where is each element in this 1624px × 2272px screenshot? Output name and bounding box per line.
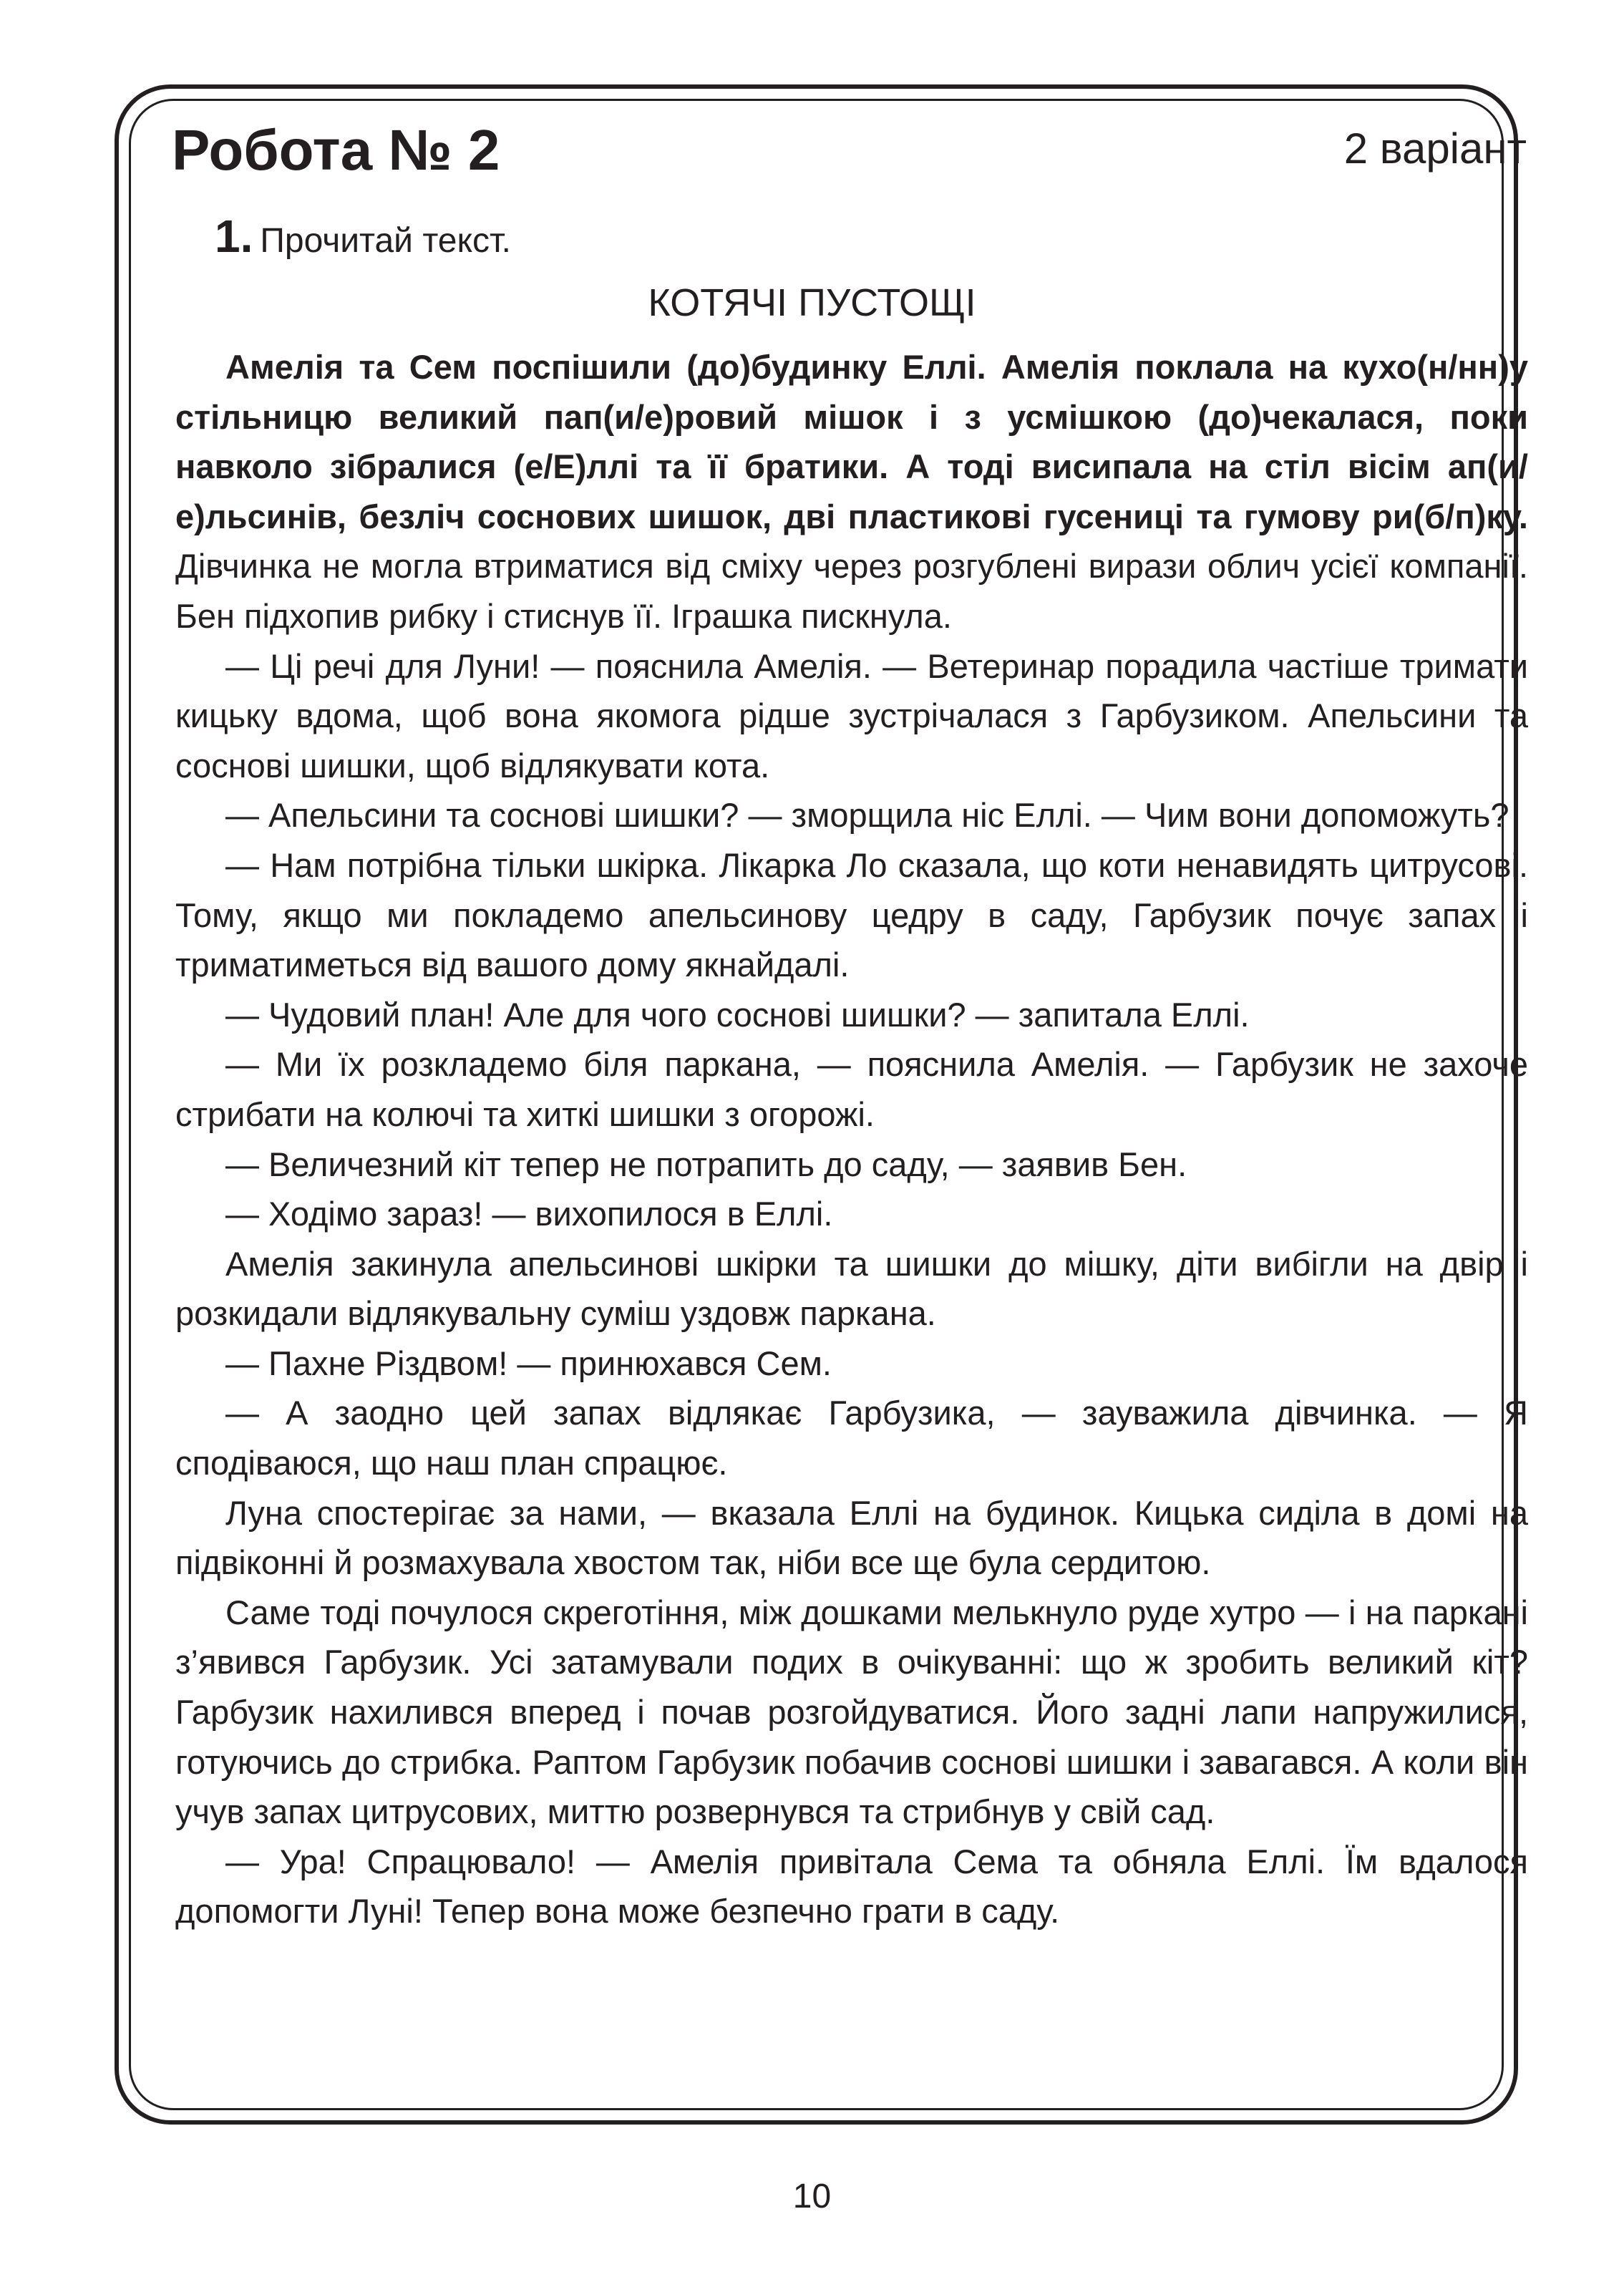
work-title: Робота № 2 [172, 118, 500, 182]
story-intro-rest: Дівчинка не могла втриматися від сміху через розгублені вирази облич усієї компанії. Бен підхопив рибку і стиснув її. Іграшка пискнула. [175, 547, 1528, 635]
story-paragraph: — А заодно цей запах відлякає Гарбузика, — зауважила дівчинка. — Я сподіваюся, що наш план спрацює. [175, 1394, 1528, 1482]
variant-label: 2 варіант [1343, 125, 1527, 173]
story-paragraph: — Ходімо зараз! — вихопилося в Еллі. [225, 1195, 833, 1233]
story-paragraph: — Ми їх розкладемо біля паркана, — пояснила Амелія. — Гарбузик не захоче стрибати на колючі та хиткі шишки з огорожі. [175, 1045, 1528, 1133]
task-heading [215, 210, 511, 262]
story-paragraph: — Чудовий план! Але для чого соснові шишки? — запитала Еллі. [225, 995, 1250, 1034]
story-paragraph: Луна спостерігає за нами, — вказала Еллі на будинок. Кицька сиділа в домі на підвіконні й розмахувала хвостом так, ніби все ще була сердитою. [175, 1493, 1528, 1582]
story-paragraph: — Величезний кіт тепер не потрапить до саду, — заявив Бен. [225, 1145, 1187, 1183]
story-paragraph: — Пахне Різдвом! — принюхався Сем. [225, 1344, 832, 1382]
task-instruction: Прочитай текст. [260, 222, 511, 260]
task-number: 1. [215, 210, 253, 262]
story-paragraph: — Апельсини та соснові шишки? — зморщила ніс Еллі. — Чим вони допоможуть? [225, 796, 1509, 835]
story-paragraph: — Нам потрібна тільки шкірка. Лікарка Ло сказала, що коти ненавидять цитрусові. Тому, якщо ми покладемо апельсинову цедру в саду, Гарбузик почує запах і триматиметься від вашого дому якнайдалі. [175, 845, 1528, 984]
story-text [175, 342, 1528, 1936]
story-paragraph: Саме тоді почулося скреготіння, між дошками мелькнуло руде хутро — і на паркані з’явився Гарбузик. Усі затамували подих в очікуванні: що ж зробить великий кіт? Гарбузик нахилився вперед і почав розгойдуватися. Його задні лапи напружилися, готуючись до стрибка. Раптом Гарбузик побачив соснові шишки і завагався. А коли він учув запах цитрусових, миттю розвернувся та стрибнув у свій сад. [175, 1593, 1528, 1831]
story-intro-bold: Амелія та Сем поспішили (до)будинку Еллі. Амелія поклала на кухо(н/нн)у стільницю великий пап(и/е)ровий мішок і з усмішкою (до)чекалася, поки навколо зібралися (е/Е)ллі та її братики. А тоді висипала на стіл вісім ап(и/е)льсинів, безліч соснових шишок, дві пластикові гусениці та гумову ри(б/п)ку. [175, 348, 1528, 535]
story-paragraph-intro [175, 342, 1528, 641]
story-paragraph: — Ура! Спрацювало! — Амелія привітала Сема та обняла Еллі. Їм вдалося допомогти Луні! Тепер вона може безпечно грати в саду. [175, 1842, 1528, 1931]
page-number: 10 [792, 2178, 832, 2215]
story-paragraph: Амелія закинула апельсинові шкірки та шишки до мішку, діти вибігли на двір і розкидали відлякувальну суміш уздовж паркана. [175, 1244, 1528, 1333]
story-title: КОТЯЧІ ПУСТОЩІ [648, 281, 976, 324]
story-paragraph: — Ці речі для Луни! — пояснила Амелія. — Ветеринар порадила частіше тримати кицьку вдома, щоб вона якомога рідше зустрічалася з Гарбузиком. Апельсини та соснові шишки, щоб відлякувати кота. [175, 646, 1528, 785]
